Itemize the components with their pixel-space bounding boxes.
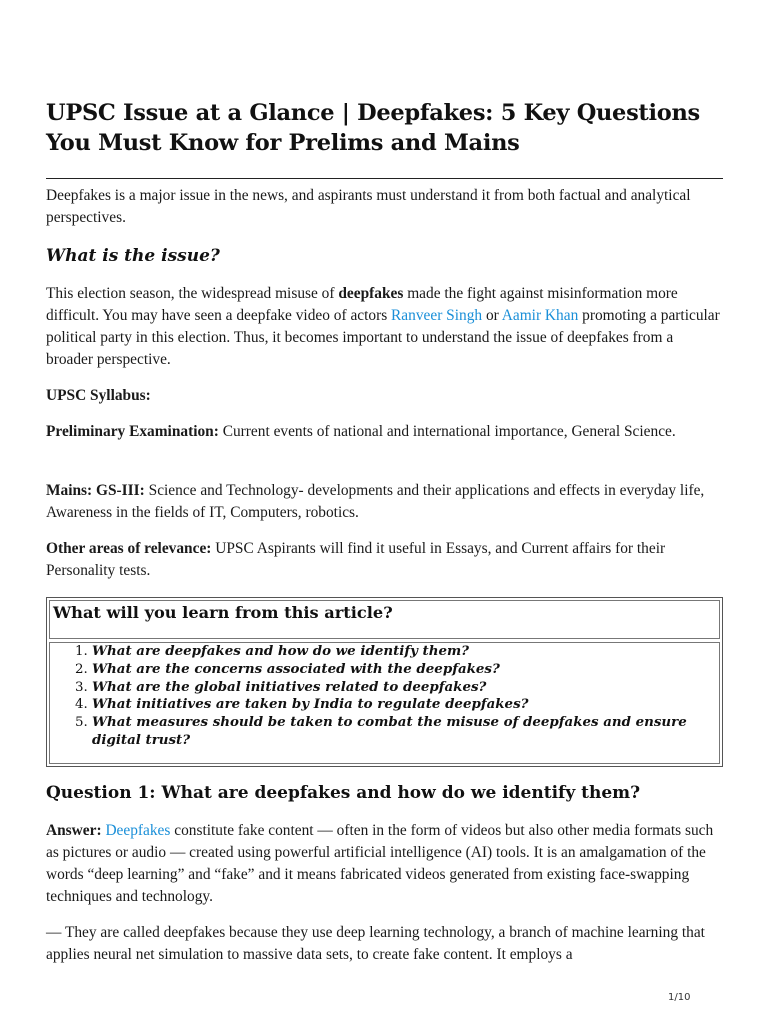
learn-box-heading: What will you learn from this article? [53, 603, 393, 622]
answer-paragraph: Answer: Deepfakes constitute fake content — often in the form of videos but also other media formats such as pictures or audio — created using powerful artificial intelligence (AI) tools. It is an amalgamation of the words “deep learning” and “fake” and it means fabricated videos generated from existing face-swapping techniques and technology. [46, 822, 714, 905]
learn-list [50, 643, 712, 750]
other-areas-label: Other areas of relevance: [46, 540, 212, 557]
learn-list-item: 3. What are the global initiatives related to deepfakes? [92, 679, 712, 697]
mains-paragraph: Mains: GS-III: Science and Technology- developments and their applications and effects in everyday life, Awareness in the fields of IT, Computers, robotics. [46, 482, 705, 521]
learn-list-item: 2. What are the concerns associated with the deepfakes? [92, 661, 712, 679]
issue-paragraph: This election season, the widespread misuse of deepfakes made the fight against misinformation more difficult. You may have seen a deepfake video of actors Ranveer Singh or Aamir Khan promoting a particular political party in this election. Thus, it becomes important to understand the issue of deepfakes from a broader perspective. [46, 285, 720, 368]
prelims-paragraph: Preliminary Examination: Current events of national and international importance, General Science. [46, 423, 676, 440]
mains-label: Mains: GS-III: [46, 482, 145, 499]
other-areas-paragraph: Other areas of relevance: UPSC Aspirants will find it useful in Essays, and Current affairs for their Personality tests. [46, 540, 666, 579]
prelims-label: Preliminary Examination: [46, 423, 219, 440]
syllabus-heading: UPSC Syllabus: [46, 387, 151, 404]
deep-learning-paragraph: — They are called deepfakes because they use deep learning technology, a branch of machine learning that applies neural net simulation to massive data sets, to create fake content. It employs a [46, 924, 705, 963]
learn-box-body [49, 642, 720, 764]
link-deepfakes[interactable]: Deepfakes [105, 822, 171, 839]
question1-heading: Question 1: What are deepfakes and how do we identify them? [46, 783, 641, 803]
title-divider [46, 178, 723, 179]
learn-list-item: 1. What are deepfakes and how do we identify them? [92, 643, 712, 661]
deepfakes-bold: deepfakes [338, 285, 404, 302]
link-ranveer-singh[interactable]: Ranveer Singh [391, 307, 483, 324]
learn-box-header [49, 600, 720, 639]
intro-paragraph: Deepfakes is a major issue in the news, and aspirants must understand it from both factual and analytical perspectives. [46, 187, 691, 226]
section-heading-issue: What is the issue? [46, 246, 220, 266]
learn-box [46, 597, 723, 767]
learn-list-item: 4. What initiatives are taken by India to regulate deepfakes? [92, 696, 712, 714]
article-title: UPSC Issue at a Glance | Deepfakes: 5 Key Questions You Must Know for Prelims and Mains [46, 100, 700, 156]
answer-label: Answer: [46, 822, 102, 839]
link-aamir-khan[interactable]: Aamir Khan [501, 307, 579, 324]
page-number: 1/10 [668, 992, 691, 1003]
learn-list-item: 5. What measures should be taken to combat the misuse of deepfakes and ensure digital trust? [92, 714, 712, 750]
